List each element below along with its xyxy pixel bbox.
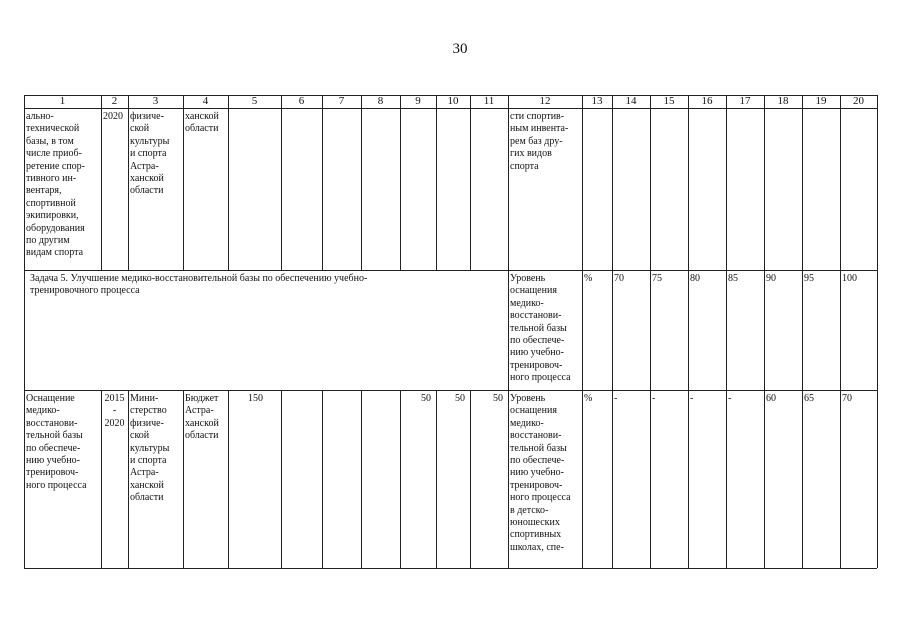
column-header: 13 (591, 95, 603, 107)
column-border (612, 95, 613, 568)
column-header: 15 (663, 95, 675, 107)
column-border (361, 390, 362, 568)
column-header: 3 (152, 95, 159, 107)
indicator-cell: сти спортив- ным инвента- рем баз дру- гих видов спорта (510, 111, 569, 172)
value-cell: 80 (690, 273, 700, 284)
column-header: 10 (447, 95, 459, 107)
value-cell: - (690, 393, 694, 404)
indicator-cell: Уровень оснащения медико- восстанови- тельной базы по обеспече- нию учебно- тренировоч- ного процесса (510, 273, 571, 384)
column-border (228, 95, 229, 270)
measure-name-cell: Оснащение медико- восстанови- тельной базы по обеспече- нию учебно- тренировоч- ного процесса (26, 393, 87, 491)
column-border (128, 390, 129, 568)
value-cell: 60 (766, 393, 776, 404)
value-cell: 90 (766, 273, 776, 284)
column-border (24, 95, 25, 568)
column-border (840, 95, 841, 568)
column-border (322, 390, 323, 568)
column-border (361, 95, 362, 270)
value-cell: - (652, 393, 656, 404)
column-border (802, 95, 803, 568)
task-title: Задача 5. Улучшение медико-восстановительной базы по обеспечению учебно- тренировочного процесса (30, 273, 368, 297)
column-border (400, 390, 401, 568)
column-border (128, 95, 129, 270)
period-cell: 2015 - 2020 (104, 393, 125, 429)
value-cell: 70 (842, 393, 852, 404)
amount-cell: 50 (493, 393, 503, 404)
column-header: 11 (483, 95, 495, 107)
header-bottom-border (24, 108, 877, 109)
column-header: 8 (377, 95, 384, 107)
amount-cell: 50 (455, 393, 465, 404)
column-header: 14 (625, 95, 637, 107)
value-cell: 75 (652, 273, 662, 284)
column-header: 7 (338, 95, 345, 107)
column-header: 9 (415, 95, 421, 107)
amount-cell: 150 (248, 393, 263, 404)
column-border (436, 95, 437, 270)
column-header: 18 (777, 95, 789, 107)
executor-cell: Мини- стерство физиче- ской культуры и спорта Астра- ханской области (130, 393, 170, 504)
column-header: 17 (739, 95, 751, 107)
column-border (101, 95, 102, 270)
column-border (764, 95, 765, 568)
column-border (436, 390, 437, 568)
period-cell: 2020 (103, 111, 123, 122)
column-header: 6 (298, 95, 305, 107)
column-border (688, 95, 689, 568)
column-border (582, 95, 583, 568)
column-border (650, 95, 651, 568)
value-cell: 100 (842, 273, 857, 284)
column-header: 16 (701, 95, 713, 107)
column-header: 12 (539, 95, 551, 107)
column-border (228, 390, 229, 568)
column-border (726, 95, 727, 568)
column-border (877, 95, 878, 568)
column-border (470, 390, 471, 568)
page-number: 30 (452, 41, 468, 57)
column-border (322, 95, 323, 270)
column-header: 5 (251, 95, 258, 107)
value-cell: 95 (804, 273, 814, 284)
column-border (400, 95, 401, 270)
value-cell: 65 (804, 393, 814, 404)
column-border (183, 95, 184, 270)
value-cell: 85 (728, 273, 738, 284)
column-border (470, 95, 471, 270)
value-cell: - (728, 393, 732, 404)
funding-source-cell: ханской области (185, 111, 219, 135)
row-divider (24, 390, 877, 391)
column-header: 19 (815, 95, 827, 107)
column-header: 4 (202, 95, 209, 107)
funding-source-cell: Бюджет Астра- ханской области (185, 393, 219, 442)
column-header: 2 (111, 95, 118, 107)
amount-cell: 50 (421, 393, 431, 404)
indicator-cell: Уровень оснащения медико- восстанови- тельной базы по обеспече- нию учебно- тренировоч- ного процесса в детско- юношеских спортивных школах, спе- (510, 393, 571, 553)
executor-cell: физиче- ской культуры и спорта Астра- ханской области (130, 111, 170, 197)
row-divider (24, 270, 877, 271)
unit-cell: % (584, 393, 593, 404)
table-bottom-border (24, 568, 877, 569)
column-border (183, 390, 184, 568)
value-cell: 70 (614, 273, 624, 284)
column-header: 20 (853, 95, 864, 107)
value-cell: - (614, 393, 618, 404)
column-border (281, 95, 282, 270)
column-header: 1 (59, 95, 66, 107)
column-border (508, 95, 509, 568)
column-border (281, 390, 282, 568)
unit-cell: % (584, 273, 593, 284)
measure-name-cell: ально- технической базы, в том числе приоб- ретение спор- тивного ин- вентаря, спортивной экипировки, оборудования по другим видам спорта (26, 111, 86, 259)
